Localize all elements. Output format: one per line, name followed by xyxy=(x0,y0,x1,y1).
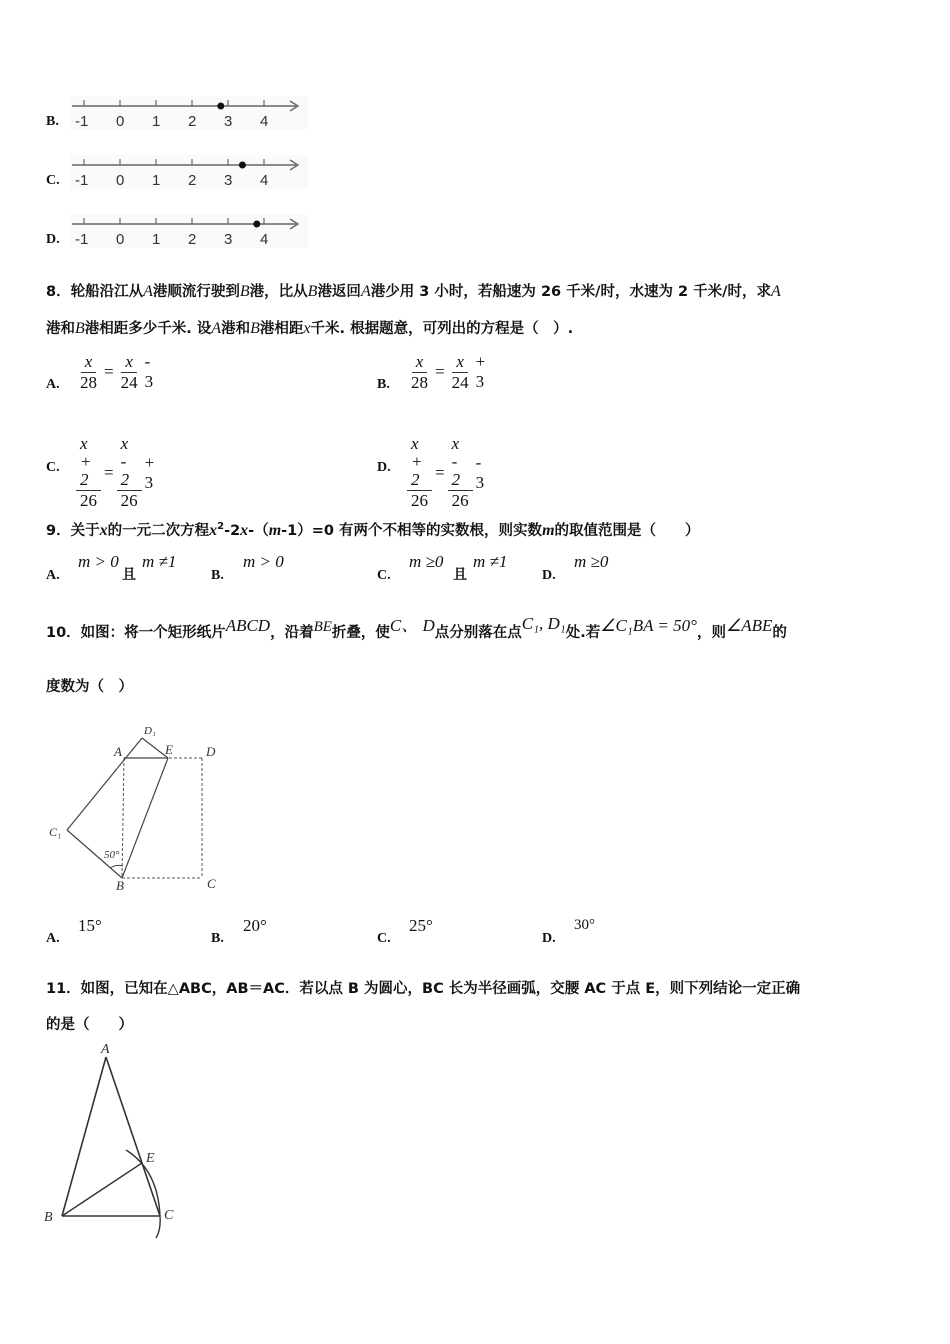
tick-label: 0 xyxy=(116,172,125,189)
numerator: x xyxy=(412,353,428,373)
var-a: A xyxy=(143,283,153,300)
option-label: C. xyxy=(377,568,391,583)
q10-text: 处.若 xyxy=(565,625,601,641)
equals-sign: = xyxy=(104,362,114,381)
option-value: 25° xyxy=(409,916,433,935)
denominator: 26 xyxy=(411,491,428,510)
label-a: A xyxy=(101,1042,110,1057)
label-c: C xyxy=(164,1208,174,1223)
option-value: 30° xyxy=(574,917,595,933)
fraction-right xyxy=(117,435,142,510)
q8-text: 千米. 根据题意，可列出的方程是（ ）. xyxy=(310,321,574,337)
equals-sign: = xyxy=(104,462,114,482)
var-x: x xyxy=(99,522,108,539)
numerator: x xyxy=(121,353,137,373)
q8-text: 港和 xyxy=(46,321,75,337)
tick-label: 0 xyxy=(116,231,125,248)
q9-option-a[interactable] xyxy=(46,552,206,588)
q8-text: 8．轮船沿江从 xyxy=(46,284,144,300)
q8-text: 港相距多少千米. 设 xyxy=(84,321,212,337)
q9-text: 的取值范围是（ ） xyxy=(554,523,700,539)
tick-label: 2 xyxy=(188,172,197,189)
and-word: 且 xyxy=(453,567,467,583)
tick-label: 0 xyxy=(116,113,125,130)
fraction-left xyxy=(76,353,101,392)
q9-option-b[interactable] xyxy=(211,552,371,588)
option-label: A. xyxy=(46,377,60,392)
tick-label: 3 xyxy=(224,113,233,130)
q10-text: ，沿着 xyxy=(270,625,314,641)
q9-text: -（ xyxy=(248,523,269,539)
q10-text: 10．如图：将一个矩形纸片 xyxy=(46,625,226,641)
equals-sign: = xyxy=(435,362,445,381)
q9-text: -1）=0 有两个不相等的实数根，则实数 xyxy=(281,523,543,539)
q11-text: 11．如图，已知在△ABC，AB＝AC．若以点 B 为圆心，BC 长为半径画弧，交腰 AC 于点 E，则下列结论一定正确 xyxy=(46,981,801,997)
equation-tail: - 3 xyxy=(144,352,154,391)
condition: m > 0 xyxy=(243,552,284,571)
q10-option-d[interactable] xyxy=(542,916,692,950)
denominator: 26 xyxy=(451,491,469,510)
equation-tail: - 3 xyxy=(475,452,485,492)
q8-stem-line1 xyxy=(46,280,781,301)
option-label: C. xyxy=(377,931,391,946)
label-c1: C₁ xyxy=(49,825,62,839)
fraction-right xyxy=(448,353,473,392)
label-d1: D₁ xyxy=(144,725,156,737)
q10-figure xyxy=(46,718,236,898)
q9-text: -2 xyxy=(224,523,241,539)
q11-stem-line1 xyxy=(46,977,800,998)
points-cd: C、 D xyxy=(389,616,435,635)
option-label: A. xyxy=(46,931,60,946)
tick-label: -1 xyxy=(75,172,89,189)
label-a: A xyxy=(114,744,122,759)
equation xyxy=(76,435,154,510)
fraction-left xyxy=(407,435,432,510)
denominator: 26 xyxy=(120,491,138,510)
condition: m ≠1 xyxy=(142,552,177,571)
angle-arc xyxy=(110,865,123,868)
option-label: D. xyxy=(542,931,556,946)
q10-stem-line2 xyxy=(46,675,133,696)
tick-label: 4 xyxy=(260,231,269,248)
equation-tail: + 3 xyxy=(144,452,155,492)
line-c1a xyxy=(67,738,142,830)
q8-text: 港相距 xyxy=(259,321,304,337)
rectangle-name: ABCD xyxy=(225,616,271,635)
tick-label: 3 xyxy=(224,172,233,189)
number-line xyxy=(70,155,310,191)
tick-label: 2 xyxy=(188,231,197,248)
fraction-right xyxy=(448,435,473,510)
q10-text: 度数为（ ） xyxy=(46,679,133,695)
option-label: D. xyxy=(542,568,556,583)
label-e: E xyxy=(146,1151,155,1166)
tick-label: -1 xyxy=(75,113,89,130)
q9-option-d[interactable] xyxy=(542,552,702,588)
var-b: B xyxy=(250,320,260,337)
tick-label: -1 xyxy=(75,231,89,248)
var-x: x xyxy=(303,320,311,337)
option-label: B. xyxy=(377,377,390,392)
q11-figure xyxy=(40,1040,190,1240)
option-label: B. xyxy=(46,114,59,129)
q10-option-c[interactable] xyxy=(377,916,527,950)
superscript: 2 xyxy=(217,521,225,533)
q10-text: 的 xyxy=(772,625,787,641)
numerator: x - 2 xyxy=(117,435,142,491)
q10-option-a[interactable] xyxy=(46,916,196,950)
denominator: 28 xyxy=(411,372,428,392)
arc xyxy=(126,1150,160,1238)
tick-label: 1 xyxy=(152,113,161,130)
option-value: 20° xyxy=(243,916,267,935)
fraction-right xyxy=(117,353,142,392)
solid-point xyxy=(217,103,224,110)
numerator: x - 2 xyxy=(448,435,473,491)
numerator: x xyxy=(81,353,97,373)
condition: m ≥0 xyxy=(409,552,444,571)
segment-be: BE xyxy=(313,619,332,635)
var-x: x xyxy=(240,522,249,539)
denominator: 24 xyxy=(451,372,469,392)
q8-stem-line2 xyxy=(46,317,573,338)
equals-sign: = xyxy=(435,462,445,482)
q11-text: 的是（ ） xyxy=(46,1017,133,1033)
q11-stem-line2 xyxy=(46,1013,133,1034)
q8-text: 港和 xyxy=(221,321,251,337)
label-d: D xyxy=(206,744,216,759)
angle-given: ∠C₁BA = 50° xyxy=(600,616,697,635)
number-line xyxy=(70,96,310,132)
condition: m ≠1 xyxy=(473,552,508,571)
points-c1d1: C₁, D₁ xyxy=(521,614,566,633)
option-label: B. xyxy=(211,931,224,946)
option-label: A. xyxy=(46,568,60,583)
label-b: B xyxy=(44,1210,53,1225)
equation xyxy=(407,352,485,392)
condition: m > 0 xyxy=(78,552,119,571)
denominator: 24 xyxy=(120,372,138,392)
equation xyxy=(76,352,153,392)
label-e: E xyxy=(165,742,173,757)
solid-point xyxy=(253,221,260,228)
var-m: m xyxy=(542,522,555,539)
tick-label: 4 xyxy=(260,113,269,130)
angle-asked: ∠ABE xyxy=(725,616,773,635)
side-ab xyxy=(62,1057,106,1216)
q10-text: 点分别落在点 xyxy=(434,625,522,641)
q8-text: 港返回 xyxy=(317,284,361,300)
tick-label: 3 xyxy=(224,231,233,248)
q10-stem-line1 xyxy=(46,614,787,642)
fraction-left xyxy=(76,435,101,510)
q9-stem xyxy=(46,519,700,540)
equation xyxy=(407,435,484,510)
var-x: x xyxy=(209,522,218,539)
tick-label: 1 xyxy=(152,172,161,189)
var-b: B xyxy=(75,320,85,337)
label-b: B xyxy=(116,878,124,893)
var-b: B xyxy=(307,283,318,300)
var-a: A xyxy=(211,320,222,337)
denominator: 28 xyxy=(80,372,97,392)
equation-tail: + 3 xyxy=(475,352,486,391)
numerator: x + 2 xyxy=(76,435,101,491)
var-a: A xyxy=(770,283,781,300)
option-label: D. xyxy=(377,460,391,475)
var-b: B xyxy=(239,283,250,300)
q10-text: ，则 xyxy=(696,625,726,641)
condition: m ≥0 xyxy=(574,552,609,571)
q10-option-b[interactable] xyxy=(211,916,361,950)
q9-text: 的一元二次方程 xyxy=(107,523,210,539)
tick-label: 1 xyxy=(152,231,161,248)
side-ac xyxy=(106,1057,160,1216)
dashed-ab xyxy=(122,758,124,878)
q9-option-c[interactable] xyxy=(377,552,537,588)
var-a: A xyxy=(360,283,371,300)
q7-option-c[interactable] xyxy=(46,155,306,195)
option-label: B. xyxy=(211,568,224,583)
label-c: C xyxy=(207,876,216,891)
q7-option-b[interactable] xyxy=(46,96,306,136)
option-label: D. xyxy=(46,232,60,247)
number-line xyxy=(70,214,310,250)
var-m: m xyxy=(268,522,282,539)
q10-text: 折叠，使 xyxy=(331,625,390,641)
label-angle: 50° xyxy=(104,849,120,861)
option-label: C. xyxy=(46,173,60,188)
q8-text: 港少用 3 小时，若船速为 26 千米/时，水速为 2 千米/时，求 xyxy=(370,284,771,300)
denominator: 26 xyxy=(80,491,97,510)
numerator: x + 2 xyxy=(407,435,432,491)
q9-text: 9．关于 xyxy=(46,523,100,539)
numerator: x xyxy=(452,353,468,373)
solid-point xyxy=(239,162,246,169)
tick-label: 2 xyxy=(188,113,197,130)
and-word: 且 xyxy=(122,567,136,583)
q7-option-d[interactable] xyxy=(46,214,306,254)
q8-text: 港，比从 xyxy=(249,284,308,300)
tick-label: 4 xyxy=(260,172,269,189)
line-be xyxy=(122,758,168,878)
q8-text: 港顺流行驶到 xyxy=(152,284,240,300)
option-label: C. xyxy=(46,460,60,475)
option-value: 15° xyxy=(78,916,102,935)
fraction-left xyxy=(407,353,432,392)
